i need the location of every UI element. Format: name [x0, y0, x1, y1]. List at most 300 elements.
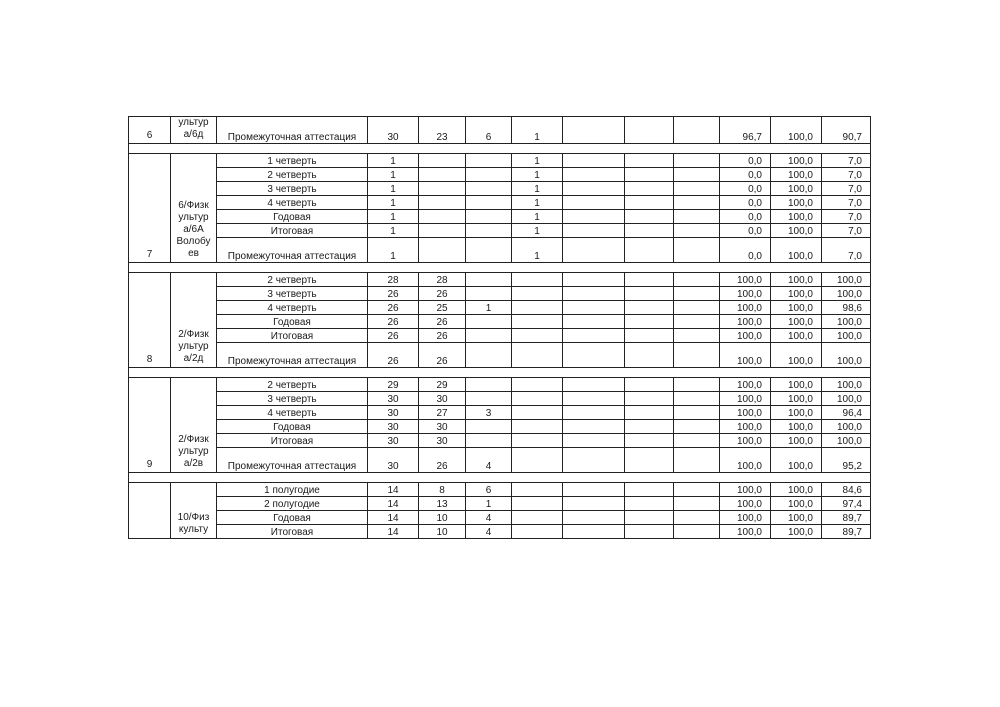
count-cell: [466, 378, 512, 392]
count-cell: 1: [512, 117, 563, 144]
table-row: [129, 154, 871, 168]
count-cell: [625, 117, 674, 144]
grades-table: [128, 116, 871, 539]
count-cell: 25: [419, 301, 466, 315]
percent-cell: 100,0: [771, 483, 822, 497]
table-row: [129, 210, 871, 224]
count-cell: 26: [419, 343, 466, 368]
count-cell: 26: [419, 315, 466, 329]
count-cell: [674, 301, 720, 315]
percent-cell: 100,0: [720, 406, 771, 420]
subject-class: 6/Физк ультур а/6А Волобу ев: [171, 154, 217, 263]
count-cell: [674, 448, 720, 473]
count-cell: [674, 329, 720, 343]
count-cell: [625, 210, 674, 224]
percent-cell: 0,0: [720, 224, 771, 238]
percent-cell: 100,0: [771, 168, 822, 182]
percent-cell: 0,0: [720, 182, 771, 196]
count-cell: [563, 406, 625, 420]
percent-cell: 100,0: [720, 497, 771, 511]
count-cell: 1: [512, 238, 563, 263]
percent-cell: 7,0: [822, 210, 871, 224]
count-cell: 30: [419, 420, 466, 434]
count-cell: [563, 483, 625, 497]
count-cell: [674, 168, 720, 182]
count-cell: [563, 448, 625, 473]
percent-cell: 100,0: [720, 434, 771, 448]
count-cell: 14: [368, 511, 419, 525]
count-cell: [512, 301, 563, 315]
group-separator: [129, 144, 871, 154]
count-cell: [674, 117, 720, 144]
count-cell: [466, 273, 512, 287]
table-row: [129, 420, 871, 434]
count-cell: 1: [466, 301, 512, 315]
percent-cell: 90,7: [822, 117, 871, 144]
percent-cell: 100,0: [771, 154, 822, 168]
percent-cell: 100,0: [822, 420, 871, 434]
count-cell: [466, 315, 512, 329]
percent-cell: 100,0: [720, 448, 771, 473]
percent-cell: 100,0: [771, 182, 822, 196]
percent-cell: 100,0: [771, 224, 822, 238]
percent-cell: 100,0: [771, 406, 822, 420]
count-cell: [625, 343, 674, 368]
percent-cell: 97,4: [822, 497, 871, 511]
count-cell: 1: [512, 210, 563, 224]
table-row: [129, 434, 871, 448]
count-cell: [512, 420, 563, 434]
count-cell: 1: [466, 497, 512, 511]
count-cell: [625, 525, 674, 539]
period-label: Годовая: [217, 420, 368, 434]
percent-cell: 100,0: [771, 434, 822, 448]
count-cell: [625, 483, 674, 497]
subject-class: 2/Физк ультур а/2д: [171, 273, 217, 368]
count-cell: 1: [368, 238, 419, 263]
percent-cell: 100,0: [822, 392, 871, 406]
period-label: Промежуточная аттестация: [217, 343, 368, 368]
percent-cell: 100,0: [720, 420, 771, 434]
percent-cell: 100,0: [720, 378, 771, 392]
percent-cell: 100,0: [771, 287, 822, 301]
period-label: 3 четверть: [217, 287, 368, 301]
count-cell: 30: [368, 392, 419, 406]
percent-cell: 7,0: [822, 238, 871, 263]
period-label: 1 четверть: [217, 154, 368, 168]
count-cell: [674, 287, 720, 301]
count-cell: [674, 238, 720, 263]
percent-cell: 100,0: [771, 210, 822, 224]
count-cell: [466, 154, 512, 168]
percent-cell: 100,0: [822, 287, 871, 301]
table-row: [129, 378, 871, 392]
period-label: 2 четверть: [217, 273, 368, 287]
count-cell: [419, 168, 466, 182]
count-cell: 29: [368, 378, 419, 392]
count-cell: 26: [368, 343, 419, 368]
percent-cell: 100,0: [720, 301, 771, 315]
percent-cell: 100,0: [822, 273, 871, 287]
percent-cell: 100,0: [771, 238, 822, 263]
count-cell: [466, 434, 512, 448]
percent-cell: 100,0: [822, 315, 871, 329]
percent-cell: 0,0: [720, 238, 771, 263]
count-cell: 14: [368, 483, 419, 497]
percent-cell: 100,0: [771, 315, 822, 329]
percent-cell: 100,0: [771, 343, 822, 368]
count-cell: [563, 392, 625, 406]
count-cell: [512, 392, 563, 406]
subject-class: 2/Физк ультур а/2в: [171, 378, 217, 473]
count-cell: 26: [368, 287, 419, 301]
count-cell: 1: [368, 182, 419, 196]
count-cell: [512, 511, 563, 525]
percent-cell: 100,0: [720, 273, 771, 287]
row-number: 8: [129, 273, 171, 368]
count-cell: [419, 154, 466, 168]
count-cell: [563, 497, 625, 511]
count-cell: [512, 315, 563, 329]
count-cell: [466, 329, 512, 343]
count-cell: [512, 378, 563, 392]
count-cell: 6: [466, 117, 512, 144]
count-cell: [563, 238, 625, 263]
period-label: Годовая: [217, 315, 368, 329]
period-label: Итоговая: [217, 224, 368, 238]
row-number: [129, 483, 171, 539]
group-separator: [129, 473, 871, 483]
percent-cell: 100,0: [720, 315, 771, 329]
count-cell: 3: [466, 406, 512, 420]
count-cell: [674, 196, 720, 210]
count-cell: 1: [368, 210, 419, 224]
period-label: 4 четверть: [217, 301, 368, 315]
table-row: [129, 117, 871, 144]
count-cell: 30: [368, 117, 419, 144]
period-label: Годовая: [217, 210, 368, 224]
count-cell: 27: [419, 406, 466, 420]
percent-cell: 100,0: [822, 378, 871, 392]
count-cell: 26: [368, 329, 419, 343]
table-row: [129, 301, 871, 315]
count-cell: [625, 154, 674, 168]
count-cell: 1: [512, 224, 563, 238]
percent-cell: 0,0: [720, 154, 771, 168]
count-cell: [563, 434, 625, 448]
table-row: [129, 273, 871, 287]
table-row: [129, 182, 871, 196]
period-label: 2 полугодие: [217, 497, 368, 511]
count-cell: [563, 210, 625, 224]
count-cell: [674, 525, 720, 539]
percent-cell: 100,0: [771, 420, 822, 434]
count-cell: 1: [368, 168, 419, 182]
percent-cell: 89,7: [822, 525, 871, 539]
count-cell: [466, 343, 512, 368]
count-cell: [625, 448, 674, 473]
percent-cell: 95,2: [822, 448, 871, 473]
table-row: [129, 343, 871, 368]
percent-cell: 7,0: [822, 196, 871, 210]
period-label: Промежуточная аттестация: [217, 117, 368, 144]
count-cell: 1: [368, 154, 419, 168]
percent-cell: 100,0: [720, 287, 771, 301]
count-cell: [625, 273, 674, 287]
percent-cell: 100,0: [822, 434, 871, 448]
count-cell: [563, 117, 625, 144]
period-label: Годовая: [217, 511, 368, 525]
count-cell: [625, 406, 674, 420]
percent-cell: 96,4: [822, 406, 871, 420]
count-cell: [674, 497, 720, 511]
percent-cell: 100,0: [771, 511, 822, 525]
percent-cell: 100,0: [822, 343, 871, 368]
count-cell: 30: [419, 392, 466, 406]
count-cell: [419, 210, 466, 224]
count-cell: [674, 392, 720, 406]
count-cell: [563, 273, 625, 287]
count-cell: 1: [512, 182, 563, 196]
count-cell: [563, 343, 625, 368]
count-cell: 30: [419, 434, 466, 448]
count-cell: 1: [512, 154, 563, 168]
percent-cell: 7,0: [822, 224, 871, 238]
count-cell: [466, 238, 512, 263]
percent-cell: 100,0: [720, 525, 771, 539]
percent-cell: 89,7: [822, 511, 871, 525]
count-cell: [674, 511, 720, 525]
count-cell: [674, 406, 720, 420]
count-cell: 10: [419, 525, 466, 539]
percent-cell: 100,0: [771, 497, 822, 511]
period-label: 2 четверть: [217, 168, 368, 182]
table-row: [129, 196, 871, 210]
percent-cell: 7,0: [822, 168, 871, 182]
count-cell: 26: [419, 448, 466, 473]
percent-cell: 100,0: [771, 378, 822, 392]
percent-cell: 100,0: [771, 392, 822, 406]
percent-cell: 100,0: [771, 525, 822, 539]
period-label: Промежуточная аттестация: [217, 448, 368, 473]
percent-cell: 7,0: [822, 154, 871, 168]
table-row: [129, 224, 871, 238]
percent-cell: 0,0: [720, 168, 771, 182]
period-label: 2 четверть: [217, 378, 368, 392]
table-row: [129, 315, 871, 329]
percent-cell: 100,0: [771, 273, 822, 287]
table-row: [129, 168, 871, 182]
table-row: [129, 406, 871, 420]
percent-cell: 96,7: [720, 117, 771, 144]
count-cell: 28: [419, 273, 466, 287]
row-number: 6: [129, 117, 171, 144]
count-cell: [419, 182, 466, 196]
count-cell: [625, 511, 674, 525]
count-cell: 4: [466, 511, 512, 525]
count-cell: [563, 182, 625, 196]
count-cell: [563, 224, 625, 238]
period-label: 3 четверть: [217, 392, 368, 406]
period-label: Итоговая: [217, 329, 368, 343]
count-cell: [563, 196, 625, 210]
percent-cell: 100,0: [771, 448, 822, 473]
table-row: [129, 392, 871, 406]
count-cell: [563, 525, 625, 539]
count-cell: [512, 329, 563, 343]
period-label: Итоговая: [217, 525, 368, 539]
percent-cell: 100,0: [771, 329, 822, 343]
count-cell: [419, 224, 466, 238]
count-cell: [625, 238, 674, 263]
table-row: [129, 511, 871, 525]
count-cell: [563, 287, 625, 301]
percent-cell: 100,0: [720, 483, 771, 497]
count-cell: 26: [419, 329, 466, 343]
count-cell: 30: [368, 434, 419, 448]
percent-cell: 100,0: [720, 392, 771, 406]
count-cell: 26: [419, 287, 466, 301]
count-cell: [625, 301, 674, 315]
count-cell: [674, 420, 720, 434]
count-cell: 29: [419, 378, 466, 392]
count-cell: [625, 287, 674, 301]
count-cell: [674, 343, 720, 368]
row-number: 9: [129, 378, 171, 473]
count-cell: 30: [368, 420, 419, 434]
count-cell: [466, 182, 512, 196]
percent-cell: 100,0: [720, 343, 771, 368]
period-label: 1 полугодие: [217, 483, 368, 497]
table-row: [129, 525, 871, 539]
table-row: [129, 497, 871, 511]
percent-cell: 0,0: [720, 196, 771, 210]
count-cell: [625, 168, 674, 182]
group-separator: [129, 368, 871, 378]
count-cell: [625, 378, 674, 392]
count-cell: [512, 434, 563, 448]
percent-cell: 100,0: [771, 117, 822, 144]
count-cell: [512, 448, 563, 473]
count-cell: [625, 420, 674, 434]
count-cell: 4: [466, 448, 512, 473]
table-row: [129, 287, 871, 301]
count-cell: [625, 434, 674, 448]
row-number: 7: [129, 154, 171, 263]
count-cell: [563, 154, 625, 168]
count-cell: [466, 392, 512, 406]
count-cell: [466, 420, 512, 434]
count-cell: 14: [368, 497, 419, 511]
count-cell: [466, 210, 512, 224]
count-cell: [419, 238, 466, 263]
count-cell: 8: [419, 483, 466, 497]
count-cell: [512, 273, 563, 287]
count-cell: [674, 154, 720, 168]
count-cell: [674, 315, 720, 329]
count-cell: [563, 420, 625, 434]
count-cell: 13: [419, 497, 466, 511]
group-separator: [129, 263, 871, 273]
count-cell: 23: [419, 117, 466, 144]
count-cell: [563, 329, 625, 343]
count-cell: [563, 511, 625, 525]
count-cell: [466, 224, 512, 238]
count-cell: 10: [419, 511, 466, 525]
table-row: [129, 238, 871, 263]
count-cell: 26: [368, 315, 419, 329]
period-label: Итоговая: [217, 434, 368, 448]
table-row: [129, 329, 871, 343]
count-cell: [512, 406, 563, 420]
count-cell: [674, 434, 720, 448]
count-cell: 1: [512, 168, 563, 182]
count-cell: [674, 224, 720, 238]
table-row: [129, 483, 871, 497]
count-cell: 14: [368, 525, 419, 539]
count-cell: 4: [466, 525, 512, 539]
count-cell: [512, 525, 563, 539]
count-cell: [625, 315, 674, 329]
count-cell: 6: [466, 483, 512, 497]
count-cell: [466, 196, 512, 210]
count-cell: [674, 483, 720, 497]
subject-class: 10/Физ культу: [171, 483, 217, 539]
count-cell: [625, 329, 674, 343]
count-cell: [466, 168, 512, 182]
subject-class: ультур а/6д: [171, 117, 217, 144]
period-label: 4 четверть: [217, 196, 368, 210]
count-cell: [563, 315, 625, 329]
percent-cell: 100,0: [720, 329, 771, 343]
count-cell: 30: [368, 406, 419, 420]
count-cell: [419, 196, 466, 210]
count-cell: [674, 210, 720, 224]
count-cell: [563, 378, 625, 392]
count-cell: [512, 483, 563, 497]
count-cell: [625, 497, 674, 511]
count-cell: [625, 196, 674, 210]
count-cell: [625, 224, 674, 238]
period-label: Промежуточная аттестация: [217, 238, 368, 263]
count-cell: 26: [368, 301, 419, 315]
table-row: [129, 448, 871, 473]
percent-cell: 84,6: [822, 483, 871, 497]
count-cell: [563, 168, 625, 182]
period-label: 3 четверть: [217, 182, 368, 196]
count-cell: [563, 301, 625, 315]
count-cell: [674, 273, 720, 287]
count-cell: 1: [368, 224, 419, 238]
count-cell: [512, 497, 563, 511]
count-cell: [625, 392, 674, 406]
count-cell: [512, 287, 563, 301]
count-cell: 1: [368, 196, 419, 210]
percent-cell: 98,6: [822, 301, 871, 315]
count-cell: 30: [368, 448, 419, 473]
percent-cell: 100,0: [822, 329, 871, 343]
percent-cell: 0,0: [720, 210, 771, 224]
count-cell: [466, 287, 512, 301]
count-cell: 1: [512, 196, 563, 210]
percent-cell: 100,0: [720, 511, 771, 525]
percent-cell: 100,0: [771, 196, 822, 210]
period-label: 4 четверть: [217, 406, 368, 420]
percent-cell: 100,0: [771, 301, 822, 315]
count-cell: [674, 182, 720, 196]
percent-cell: 7,0: [822, 182, 871, 196]
count-cell: [674, 378, 720, 392]
